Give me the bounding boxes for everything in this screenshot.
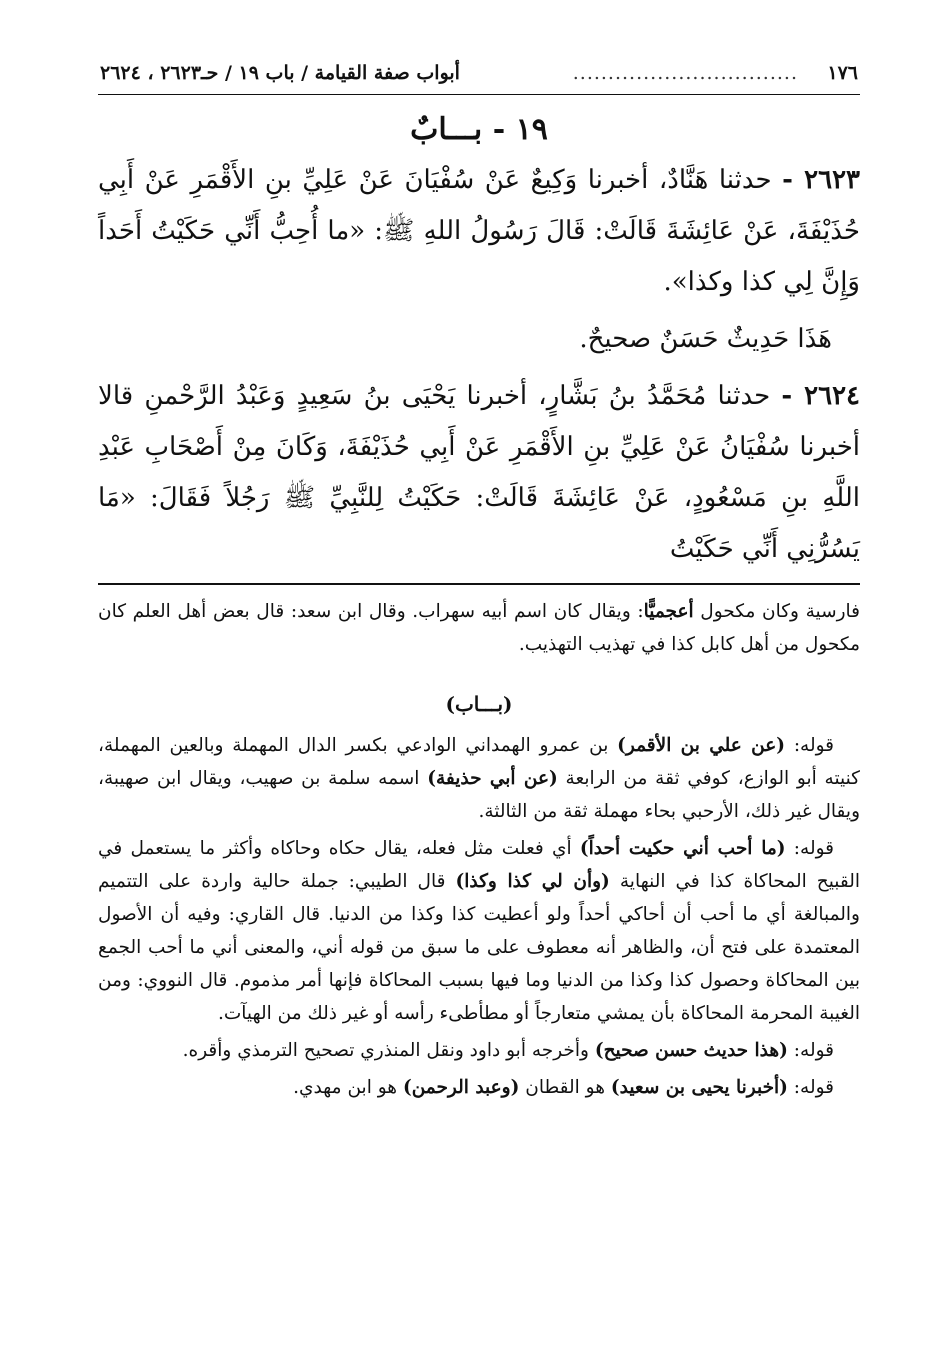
commentary-quote: (وأن لي كذا وكذا) bbox=[455, 871, 610, 892]
commentary bbox=[98, 595, 860, 1104]
separator-rule bbox=[98, 583, 860, 585]
hadith-2623 bbox=[98, 155, 860, 308]
commentary-quote: (عن أبي حذيفة) bbox=[427, 768, 558, 789]
commentary-paragraph-1 bbox=[98, 729, 860, 828]
hadith-2624 bbox=[98, 371, 860, 575]
commentary-quote: (ما أحب أني حكيت أحداً) bbox=[579, 838, 786, 859]
commentary-quote: (وعبد الرحمن) bbox=[402, 1077, 520, 1098]
running-header bbox=[98, 58, 860, 95]
commentary-text: قوله: bbox=[793, 1077, 834, 1098]
running-title: أبواب صفة القيامة / باب ١٩ / حـ٢٦٢٣ ، ٢٦٢٤ bbox=[100, 62, 460, 84]
hadith-text: حدثنا هَنَّادٌ، أخبرنا وَكِيعٌ عَنْ سُفْيَانَ عَنْ عَلِيِّ بنِ الأَقْمَرِ عَنْ أَبِي حُذَيْفَةَ، عَنْ عَائِشَةَ قَالَتْ: قَالَ رَسُولُ اللهِ ﷺ: «ما أُحِبُّ أَنِّي حَكَيْتُ أَحَداً وَإِنَّ لِي كذا وكذا». bbox=[98, 165, 860, 297]
commentary-text: قال الطيبي: جملة حالية واردة على التتميم والمبالغة أي ما أحب أن أحاكي أحداً ولو أعطيت كذا وكذا من الدنيا. قال القاري: وفيه أن الأصول المعتمدة على فتح أن، والظاهر أنه معطوف على ما سبق من قوله أني، والمعنى أني ما أحب الجمع بين المحاكاة وحصول كذا وكذا من الدنيا وما فيها بسبب المحاكاة فإنها أمر مذموم. قال النووي: ومن الغيبة المحرمة المحاكاة بأن يمشي متعارجاً أو مطأطىء رأسه أو غير ذلك من الهيآت. bbox=[98, 871, 860, 1024]
book-page bbox=[98, 58, 860, 1318]
commentary-quote: (عن علي بن الأقمر) bbox=[617, 735, 786, 756]
commentary-text: : ويقال كان اسم أبيه سهراب. وقال ابن سعد: قال بعض أهل العلم كان مكحول من أهل كابل كذا في تهذيب التهذيب. bbox=[98, 601, 860, 655]
commentary-quote: أعجميًّا bbox=[643, 601, 694, 622]
hadith-text: حدثنا مُحَمَّدُ بنُ بَشَّارٍ، أخبرنا يَحْيَى بنُ سَعِيدٍ وَعَبْدُ الرَّحْمنِ قالا أخبرنا سُفْيَانُ عَنْ عَلِيِّ بنِ الأَقْمَرِ عَنْ أَبِي حُذَيْفَةَ، وَكَانَ مِنْ أَصْحَابِ عَبْدِ اللَّهِ بنِ مَسْعُودٍ، عَنْ عَائِشَةَ قَالَتْ: حَكَيْتُ لِلنَّبِيِّ ﷺ رَجُلاً فَقَالَ: «مَا يَسُرُّنِي أَنِّي حَكَيْتُ bbox=[98, 381, 860, 564]
header-leader-dots: ................................ bbox=[572, 62, 798, 84]
commentary-text: قوله: bbox=[793, 1040, 834, 1061]
commentary-quote: (هذا حديث حسن صحيح) bbox=[594, 1040, 788, 1061]
hadith-grading: هَذَا حَدِيثٌ حَسَنٌ صحيحٌ. bbox=[579, 324, 832, 354]
commentary-text: أي فعلت مثل فعله، يقال حكاه وحاكاه وأكثر ما يستعمل في القبيح المحاكاة كذا في النهاية bbox=[98, 838, 861, 892]
commentary-text: هو القطان bbox=[525, 1077, 605, 1098]
hadith-number: ٢٦٢٣ - bbox=[782, 165, 861, 195]
commentary-paragraph-2 bbox=[98, 832, 860, 1030]
main-text bbox=[98, 155, 860, 575]
page-number: ١٧٦ bbox=[827, 62, 858, 84]
commentary-text: وأخرجه أبو داود ونقل المنذري تصحيح الترمذي وأقره. bbox=[182, 1040, 589, 1061]
commentary-quote: (أخبرنا يحيى بن سعيد) bbox=[610, 1077, 788, 1098]
commentary-text: هو ابن مهدي. bbox=[293, 1077, 398, 1098]
commentary-text: اسمه سلمة بن صهيب، ويقال ابن صهيبة، ويقال غير ذلك، الأرحبي بحاء مهملة ثقة من الثالثة. bbox=[98, 768, 860, 822]
commentary-text: بن عمرو الهمداني الوادعي بكسر الدال المهملة وبالعين المهملة، كنيته أبو الوازع، كوفي ثقة من الرابعة bbox=[98, 735, 860, 789]
commentary-paragraph-4 bbox=[98, 1071, 860, 1104]
commentary-text: فارسية وكان مكحول bbox=[700, 601, 860, 622]
commentary-continuation bbox=[98, 595, 860, 661]
hadith-number: ٢٦٢٤ - bbox=[781, 381, 861, 411]
commentary-text: قوله: bbox=[793, 735, 835, 756]
commentary-section-heading: (بـــاب) bbox=[445, 692, 513, 716]
commentary-text: قوله: bbox=[793, 838, 834, 859]
chapter-heading: ١٩ - بـــابٌ bbox=[410, 112, 548, 147]
commentary-paragraph-3 bbox=[98, 1034, 860, 1067]
